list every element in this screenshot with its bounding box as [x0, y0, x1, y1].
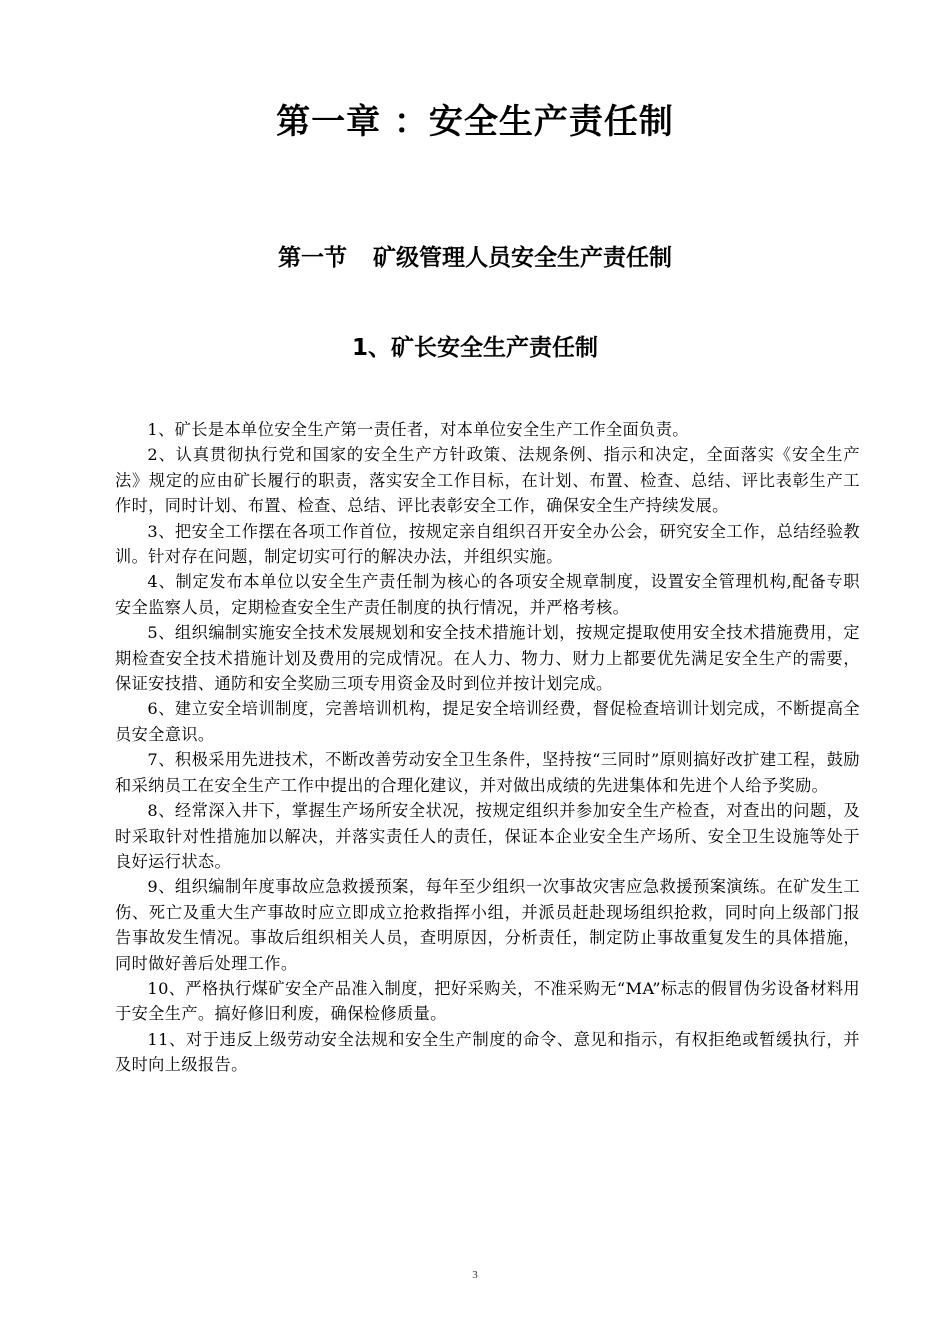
section-title — [0, 240, 950, 276]
page-number: 3 — [472, 1269, 478, 1281]
paragraph: 1、矿长是本单位安全生产第一责任者，对本单位安全生产工作全面负责。 — [147, 420, 689, 439]
paragraph: 4、制定发布本单位以安全生产责任制为核心的各项安全规章制度，设置安全管理机构,配备专职安全监察人员，定期检查安全生产责任制度的执行情况，并严格考核。 — [115, 572, 860, 617]
subsection-title: 1、矿长安全生产责任制 — [351, 335, 598, 361]
paragraph: 10、严格执行煤矿安全产品准入制度，把好采购关，不准采购无“MA”标志的假冒伪劣设备材料用于安全生产。搞好修旧利废，确保检修质量。 — [115, 978, 860, 1024]
paragraph: 2、认真贯彻执行党和国家的安全生产方针政策、法规条例、指示和决定，全面落实《安全生产法》规定的应由矿长履行的职责，落实安全工作目标，在计划、布置、检查、总结、评比表彰生产工作时，同时计划、布置、检查、总结、评比表彰安全工作，确保安全生产持续发展。 — [115, 445, 860, 516]
section-title-text: 矿级管理人员安全生产责任制 — [373, 245, 672, 271]
paragraph: 3、把安全工作摆在各项工作首位，按规定亲自组织召开安全办公会，研究安全工作，总结经验教训。针对存在问题，制定切实可行的解决办法，并组织实施。 — [115, 521, 860, 567]
paragraph: 7、积极采用先进技术，不断改善劳动安全卫生条件，坚持按“三同时”原则搞好改扩建工程，鼓励和采纳员工在安全生产工作中提出的合理化建议，并对做出成绩的先进集体和先进个人给予奖励。 — [115, 750, 860, 795]
body-text — [115, 417, 860, 1078]
chapter-title: 第一章 ：安全生产责任制 — [276, 102, 674, 142]
paragraph: 9、组织编制年度事故应急救援预案，每年至少组织一次事故灾害应急救援预案演练。在矿发生工伤、死亡及重大生产事故时应立即成立抢救指挥小组，并派员赶赴现场组织抢救，同时向上级部门报告事故发生情况。事故后组织相关人员，查明原因，分析责任，制定防止事故重复发生的具体措施，同时做好善后处理工作。 — [115, 877, 860, 973]
paragraph: 5、组织编制实施安全技术发展规划和安全技术措施计划，按规定提取使用安全技术措施费用，定期检查安全技术措施计划及费用的完成情况。在人力、物力、财力上都要优先满足安全生产的需要，保证安技措、通防和安全奖励三项专用资金及时到位并按计划完成。 — [115, 623, 860, 694]
section-label: 第一节 — [278, 245, 347, 271]
paragraph: 11、对于违反上级劳动安全法规和安全生产制度的命令、意见和指示，有权拒绝或暂缓执行，并及时向上级报告。 — [115, 1029, 860, 1075]
paragraph: 6、建立安全培训制度，完善培训机构，提足安全培训经费，督促检查培训计划完成，不断提高全员安全意识。 — [115, 699, 860, 744]
paragraph: 8、经常深入井下，掌握生产场所安全状况，按规定组织并参加安全生产检查，对查出的问题，及时采取针对性措施加以解决，并落实责任人的责任，保证本企业安全生产场所、安全卫生设施等处于良好运行状态。 — [115, 801, 860, 871]
